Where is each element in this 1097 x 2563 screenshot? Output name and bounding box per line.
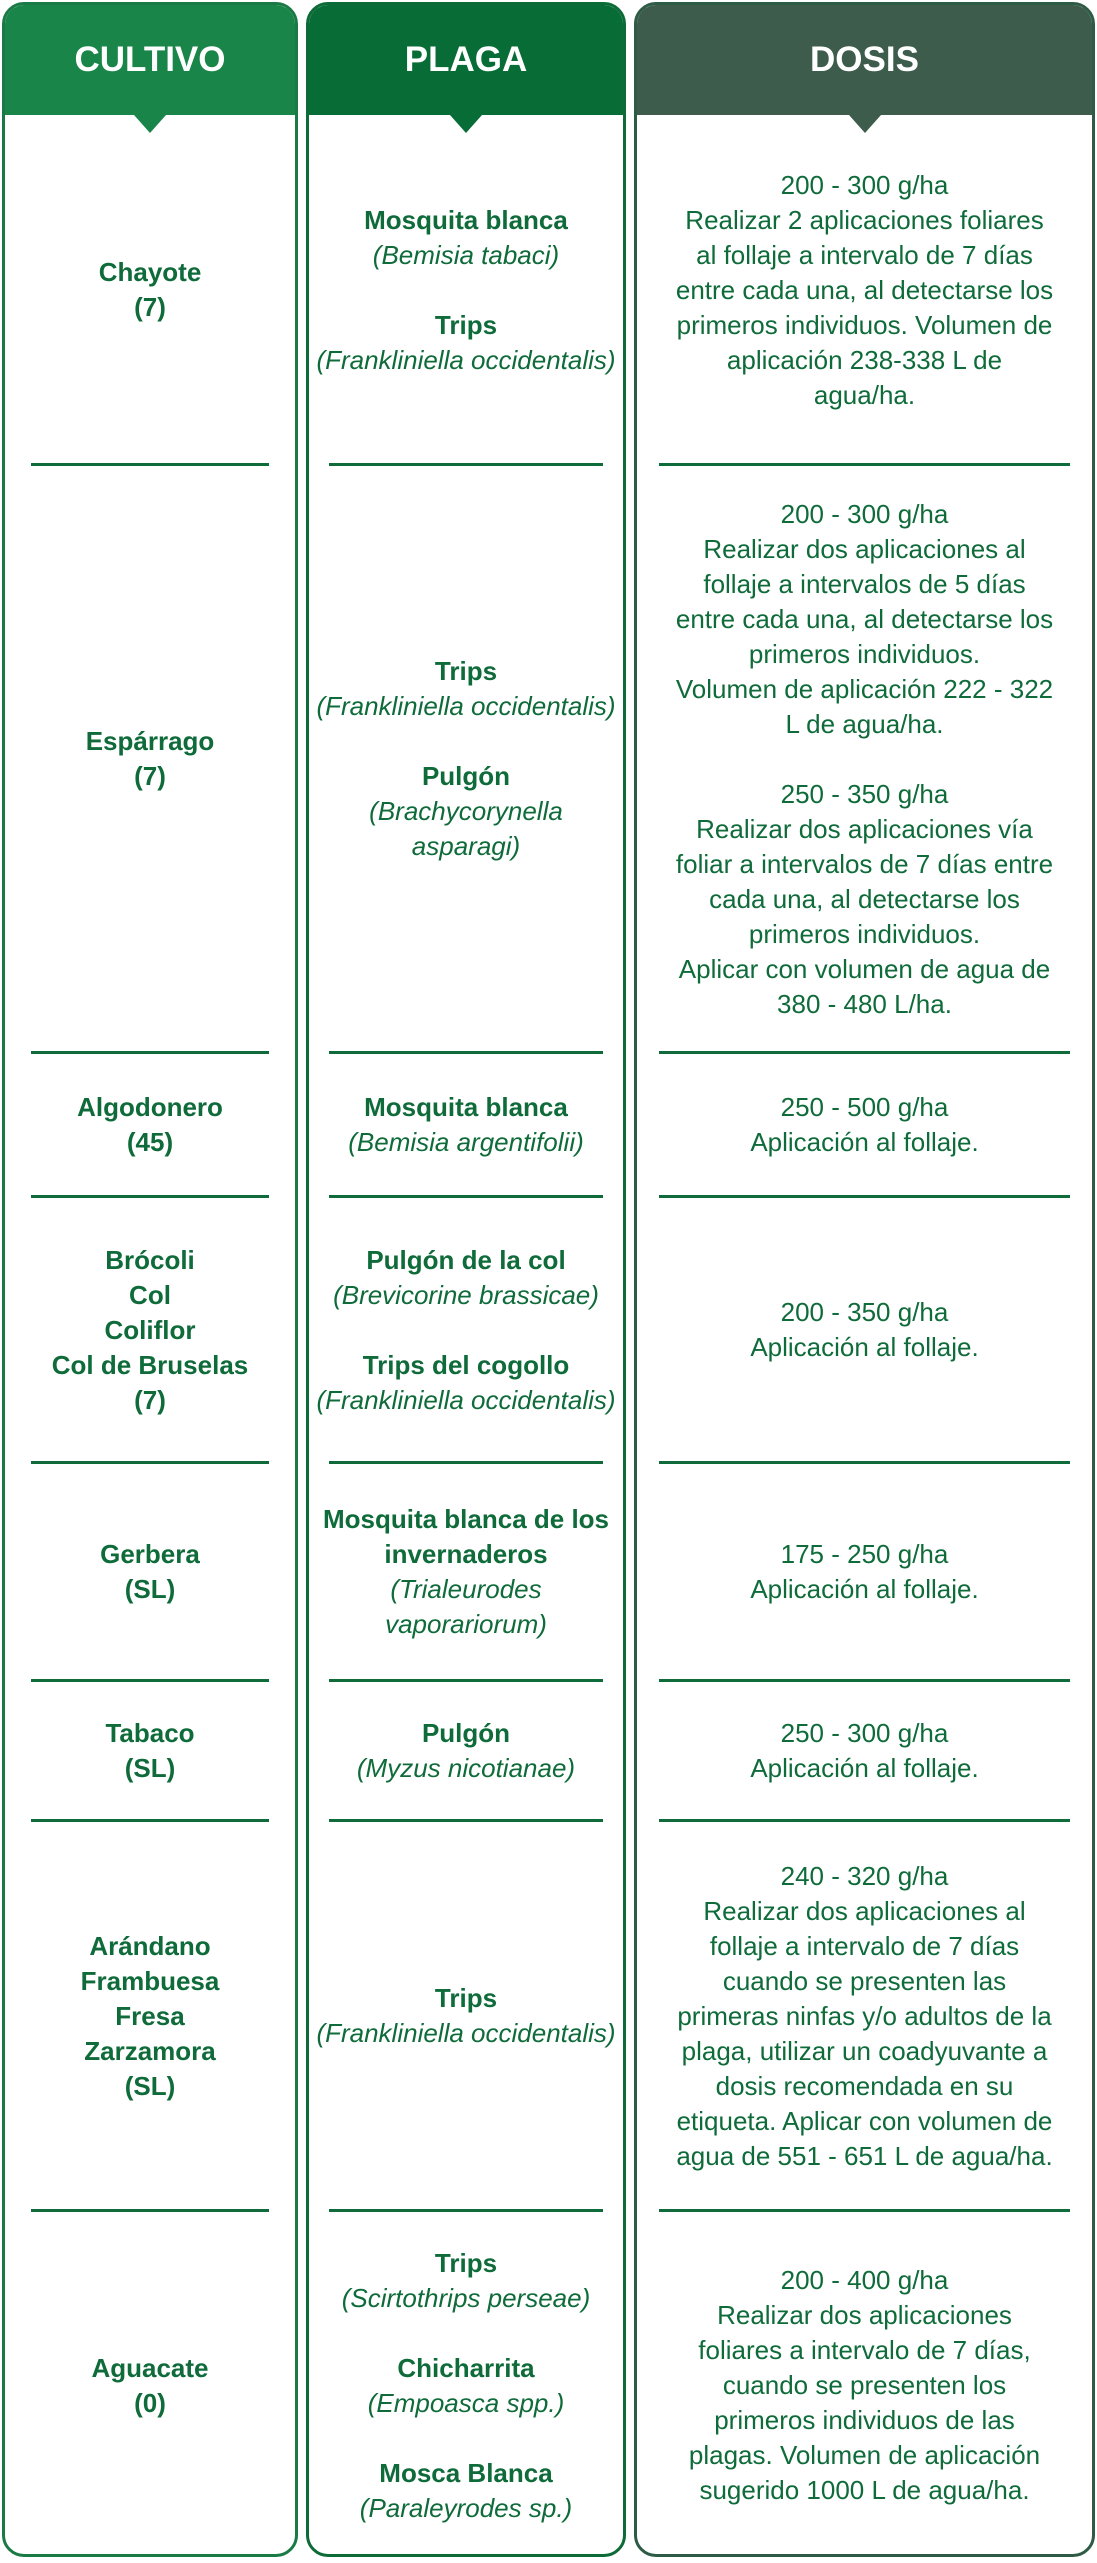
plaga-scientific-name: (Empoasca spp.) xyxy=(367,2387,565,2418)
plaga-common-name: Mosquita blanca xyxy=(364,204,568,235)
header-dosis: DOSIS xyxy=(637,5,1092,115)
plaga-list xyxy=(316,203,615,378)
plaga-entry xyxy=(342,2246,591,2316)
plaga-entry xyxy=(316,1981,615,2051)
column-plaga xyxy=(306,2,626,2557)
plaga-list xyxy=(316,1981,615,2051)
dosis-text: 175 - 250 g/ha Aplicación al follaje. xyxy=(750,1539,979,1604)
plaga-common-name: Trips xyxy=(434,309,498,340)
plaga-scientific-name: (Frankliniella occidentalis) xyxy=(316,1384,616,1415)
dosis-text: 200 - 400 g/ha Realizar dos aplicaciones foliares a intervalo de 7 días, cuando se presenten los primeros individuos de las plagas. Volumen de aplicación sugerido 1000 L de agua/ha. xyxy=(688,2265,1041,2505)
plaga-scientific-name: (Frankliniella occidentalis) xyxy=(316,691,616,721)
cultivo-name: Espárrago (7) xyxy=(85,726,215,791)
plaga-scientific-name: (Brevicorine brassicae) xyxy=(333,1279,599,1310)
plaga-list xyxy=(348,1090,584,1160)
plaga-scientific-name: (Frankliniella occidentalis) xyxy=(316,2018,616,2048)
plaga-common-name: Chicharrita xyxy=(397,2352,535,2383)
dosis-cell xyxy=(637,1053,1092,1197)
plaga-common-name: Pulgón xyxy=(421,761,511,791)
plaga-common-name: Trips xyxy=(434,2247,498,2278)
plaga-cell xyxy=(309,2211,623,2557)
cultivo-cell xyxy=(5,1821,295,2211)
plaga-common-name: Trips del cogollo xyxy=(362,1349,570,1380)
plaga-entry xyxy=(357,1716,575,1786)
dosis-text: 250 - 300 g/ha Aplicación al follaje. xyxy=(750,1718,979,1783)
plaga-cell xyxy=(309,465,623,1053)
cultivo-name: Gerbera (SL) xyxy=(100,1539,200,1604)
cultivo-cell xyxy=(5,1463,295,1681)
plaga-list xyxy=(316,654,615,864)
plaga-entry xyxy=(342,2456,591,2526)
cultivo-name: Chayote (7) xyxy=(98,257,202,322)
plaga-common-name: Mosquita blanca xyxy=(364,1092,568,1122)
plaga-common-name: Mosquita blanca de los invernaderos xyxy=(322,1504,610,1569)
header-cultivo: CULTIVO xyxy=(5,5,295,115)
plaga-scientific-name: (Bemisia tabaci) xyxy=(372,239,560,270)
dosis-cell xyxy=(637,465,1092,1053)
plaga-entry xyxy=(316,308,615,378)
cultivo-name: Brócoli Col Coliflor Col de Bruselas (7) xyxy=(51,1244,249,1415)
dosis-text: 200 - 300 g/ha Realizar 2 aplicaciones foliares al follaje a intervalo de 7 días entre cada una, al detectarse los primeros individuos. Volumen de aplicación 238-338 L de agua/ha. xyxy=(675,169,1054,410)
plaga-entry xyxy=(316,1243,615,1313)
plaga-entry xyxy=(316,203,615,273)
plaga-scientific-name: (Myzus nicotianae) xyxy=(356,1753,576,1783)
plaga-entry xyxy=(348,1090,584,1160)
plaga-scientific-name: (Paraleyrodes sp.) xyxy=(359,2492,573,2523)
plaga-scientific-name: (Bemisia argentifolii) xyxy=(348,1127,584,1157)
plaga-cell xyxy=(309,115,623,465)
dosis-cell xyxy=(637,1463,1092,1681)
plaga-cell xyxy=(309,1053,623,1197)
dosis-text: 200 - 350 g/ha Aplicación al follaje. xyxy=(750,1297,979,1362)
dosis-text: 240 - 320 g/ha Realizar dos aplicaciones al follaje a intervalo de 7 días cuando se presenten las primeras ninfas y/o adultos de la plaga, utilizar un coadyuvante a dosis recomendada en su etiqueta. Aplicar con volumen de agua de 551 - 651 L de agua/ha. xyxy=(676,1860,1053,2171)
plaga-list xyxy=(316,1243,615,1418)
dosis-cell xyxy=(637,1197,1092,1463)
cultivo-name: Tabaco (SL) xyxy=(105,1718,195,1783)
cultivo-cell xyxy=(5,465,295,1053)
dosis-cell xyxy=(637,115,1092,465)
plaga-cell xyxy=(309,1821,623,2211)
plaga-entry xyxy=(342,2351,591,2421)
plaga-entry xyxy=(316,654,615,724)
cultivo-name: Arándano Frambuesa Fresa Zarzamora (SL) xyxy=(80,1930,220,2101)
plaga-scientific-name: (Brachycorynella asparagi) xyxy=(369,796,563,861)
plaga-list xyxy=(357,1716,575,1786)
dosis-cell xyxy=(637,2211,1092,2557)
plaga-cell xyxy=(309,1463,623,1681)
plaga-cell xyxy=(309,1197,623,1463)
plaga-entry xyxy=(323,1502,609,1642)
cultivo-cell xyxy=(5,1053,295,1197)
cultivo-cell xyxy=(5,115,295,465)
plaga-common-name: Pulgón xyxy=(421,1718,511,1748)
dosis-cell xyxy=(637,1681,1092,1821)
cultivo-cell xyxy=(5,1681,295,1821)
plaga-entry xyxy=(316,1348,615,1418)
plaga-list xyxy=(342,2246,591,2526)
plaga-entry xyxy=(316,759,615,864)
plaga-common-name: Pulgón de la col xyxy=(366,1244,566,1275)
plaga-scientific-name: (Frankliniella occidentalis) xyxy=(316,344,616,375)
header-plaga: PLAGA xyxy=(309,5,623,115)
column-cultivo xyxy=(2,2,298,2557)
plaga-list xyxy=(323,1502,609,1642)
dosis-text: 250 - 500 g/ha Aplicación al follaje. xyxy=(750,1092,979,1157)
dosis-cell xyxy=(637,1821,1092,2211)
plaga-common-name: Trips xyxy=(434,656,498,686)
plaga-common-name: Mosca Blanca xyxy=(379,2457,553,2488)
cultivo-cell xyxy=(5,1197,295,1463)
plaga-scientific-name: (Trialeurodes vaporariorum) xyxy=(385,1574,547,1639)
cultivo-name: Algodonero (45) xyxy=(77,1092,223,1157)
plaga-scientific-name: (Scirtothrips perseae) xyxy=(341,2282,591,2313)
cultivo-name: Aguacate (0) xyxy=(91,2352,209,2418)
dosis-text: 200 - 300 g/ha Realizar dos aplicaciones al follaje a intervalos de 5 días entre cada una, al detectarse los primeros individuos. Volumen de aplicación 222 - 322 L de agua/ha. 250 - 350 g/ha Realizar dos aplicaciones vía foliar a intervalos de 7 días entre cada una, al detectarse los primeros individuos. Aplicar con volumen de agua de 380 - 480 L/ha. xyxy=(675,498,1054,1019)
column-dosis xyxy=(634,2,1095,2557)
plaga-common-name: Trips xyxy=(434,1983,498,2013)
plaga-cell xyxy=(309,1681,623,1821)
cultivo-cell xyxy=(5,2211,295,2557)
